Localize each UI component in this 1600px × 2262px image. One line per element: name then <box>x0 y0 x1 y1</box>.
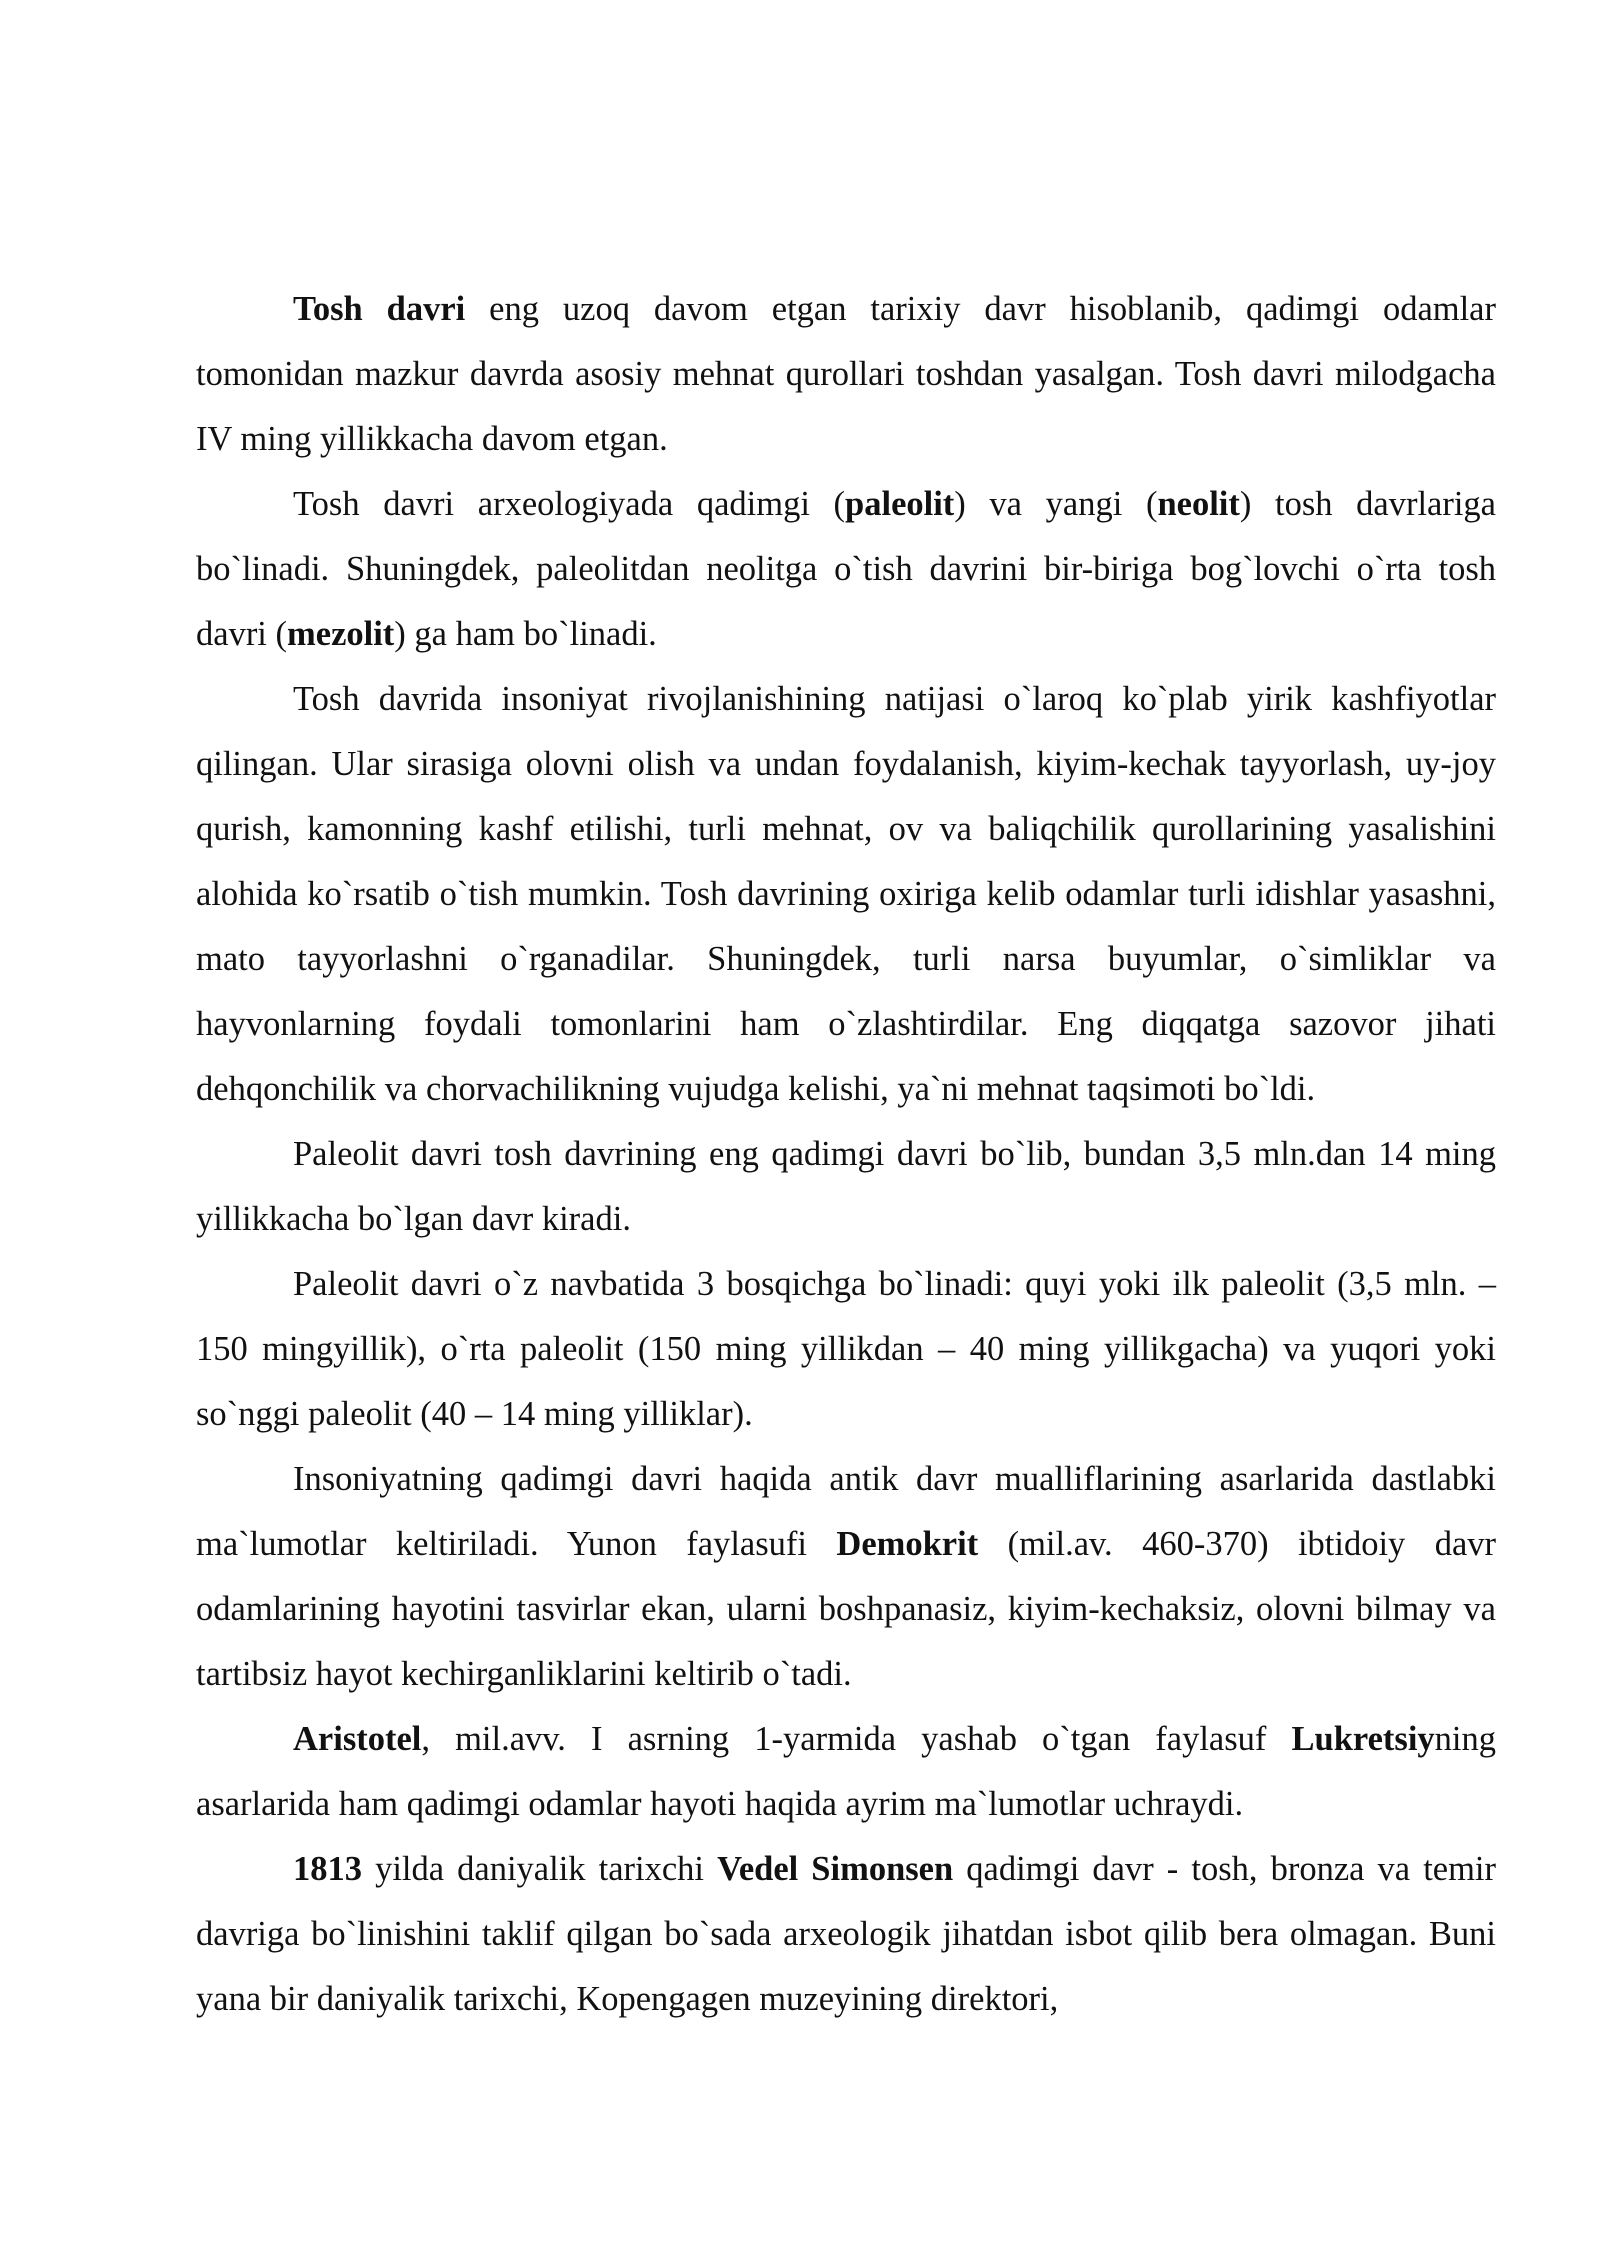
paragraph-periodization <box>196 472 1496 667</box>
term-vedel-simonsen: Vedel Simonsen <box>717 1850 954 1888</box>
term-year-1813: 1813 <box>293 1850 362 1888</box>
text-run: ) va yangi ( <box>954 485 1158 523</box>
text-run: eng uzoq davom etgan tarixiy davr hisoblanib, qadimgi odamlar tomonidan mazkur davrda asosiy mehnat qurollari toshdan yasalgan. Tosh davri milodgacha IV ming yillikkacha davom etgan. <box>196 290 1496 458</box>
text-run: Tosh davri arxeologiyada qadimgi ( <box>293 485 846 523</box>
term-tosh-davri: Tosh davri <box>293 290 466 328</box>
term-lukretsiy: Lukretsiy <box>1291 1720 1435 1758</box>
term-demokrit: Demokrit <box>836 1525 979 1563</box>
term-neolit: neolit <box>1157 485 1240 523</box>
paragraph-antique-authors <box>196 1447 1496 1707</box>
text-run: Insoniyatning qadimgi davri haqida antik davr mualliflarining asarlarida dastlabki ma`lumotlar keltiriladi. Yunon faylasufi <box>196 1460 1496 1563</box>
text-run: , mil.avv. I asrning 1-yarmida yashab o`tgan faylasuf <box>421 1720 1292 1758</box>
text-run: Paleolit davri o`z navbatida 3 bosqichga bo`linadi: quyi yoki ilk paleolit (3,5 mln. – 150 mingyillik), o`rta paleolit (150 ming yillikdan – 40 ming yillikgacha) va yuqori yoki so`nggi paleolit (40 – 14 ming yilliklar). <box>196 1265 1496 1433</box>
text-run: ) tosh davrlariga bo`linadi. Shuningdek, paleolitdan neolitga o`tish davrini bir-biriga bog`lovchi o`rta tosh davri ( <box>196 485 1496 653</box>
paragraph-tosh-davri <box>196 277 1496 472</box>
term-aristotel: Aristotel <box>293 1720 422 1758</box>
text-run: qadimgi davr - tosh, bronza va temir davriga bo`linishini taklif qilgan bo`sada arxeologik jihatdan isbot qilib bera olmagan. Buni yana bir daniyalik tarixchi, Kopengagen muzeyining direktori, <box>196 1850 1496 2018</box>
term-paleolit: paleolit <box>845 485 955 523</box>
text-run: ) ga ham bo`linadi. <box>394 615 657 653</box>
paragraph-aristotel <box>196 1707 1496 1837</box>
document-body <box>196 277 1496 2032</box>
paragraph-paleolit-stages <box>196 1252 1496 1447</box>
text-run: ning asarlarida ham qadimgi odamlar hayoti haqida ayrim ma`lumotlar uchraydi. <box>196 1720 1496 1823</box>
text-run: Paleolit davri tosh davrining eng qadimgi davri bo`lib, bundan 3,5 mln.dan 14 ming yillikkacha bo`lgan davr kiradi. <box>196 1135 1496 1238</box>
text-run: yilda daniyalik tarixchi <box>362 1850 718 1888</box>
text-run: Tosh davrida insoniyat rivojlanishining natijasi o`laroq ko`plab yirik kashfiyotlar qilingan. Ular sirasiga olovni olish va undan foydalanish, kiyim-kechak tayyorlash, uy-joy qurish, kamonning kashf etilishi, turli mehnat, ov va baliqchilik qurollarining yasalishini alohida ko`rsatib o`tish mumkin. Tosh davrining oxiriga kelib odamlar turli idishlar yasashni, mato tayyorlashni o`rganadilar. Shuningdek, turli narsa buyumlar, o`simliklar va hayvonlarning foydali tomonlarini ham o`zlashtirdilar. Eng diqqatga sazovor jihati dehqonchilik va chorvachilikning vujudga kelishi, ya`ni mehnat taqsimoti bo`ldi. <box>196 680 1496 1108</box>
text-run: (mil.av. 460-370) ibtidoiy davr odamlarining hayotini tasvirlar ekan, ularni boshpanasiz, kiyim-kechaksiz, olovni bilmay va tartibsiz hayot kechirganliklarini keltirib o`tadi. <box>196 1525 1496 1693</box>
paragraph-simonsen <box>196 1837 1496 2032</box>
paragraph-paleolit-definition <box>196 1122 1496 1252</box>
paragraph-discoveries <box>196 667 1496 1122</box>
term-mezolit: mezolit <box>287 615 395 653</box>
